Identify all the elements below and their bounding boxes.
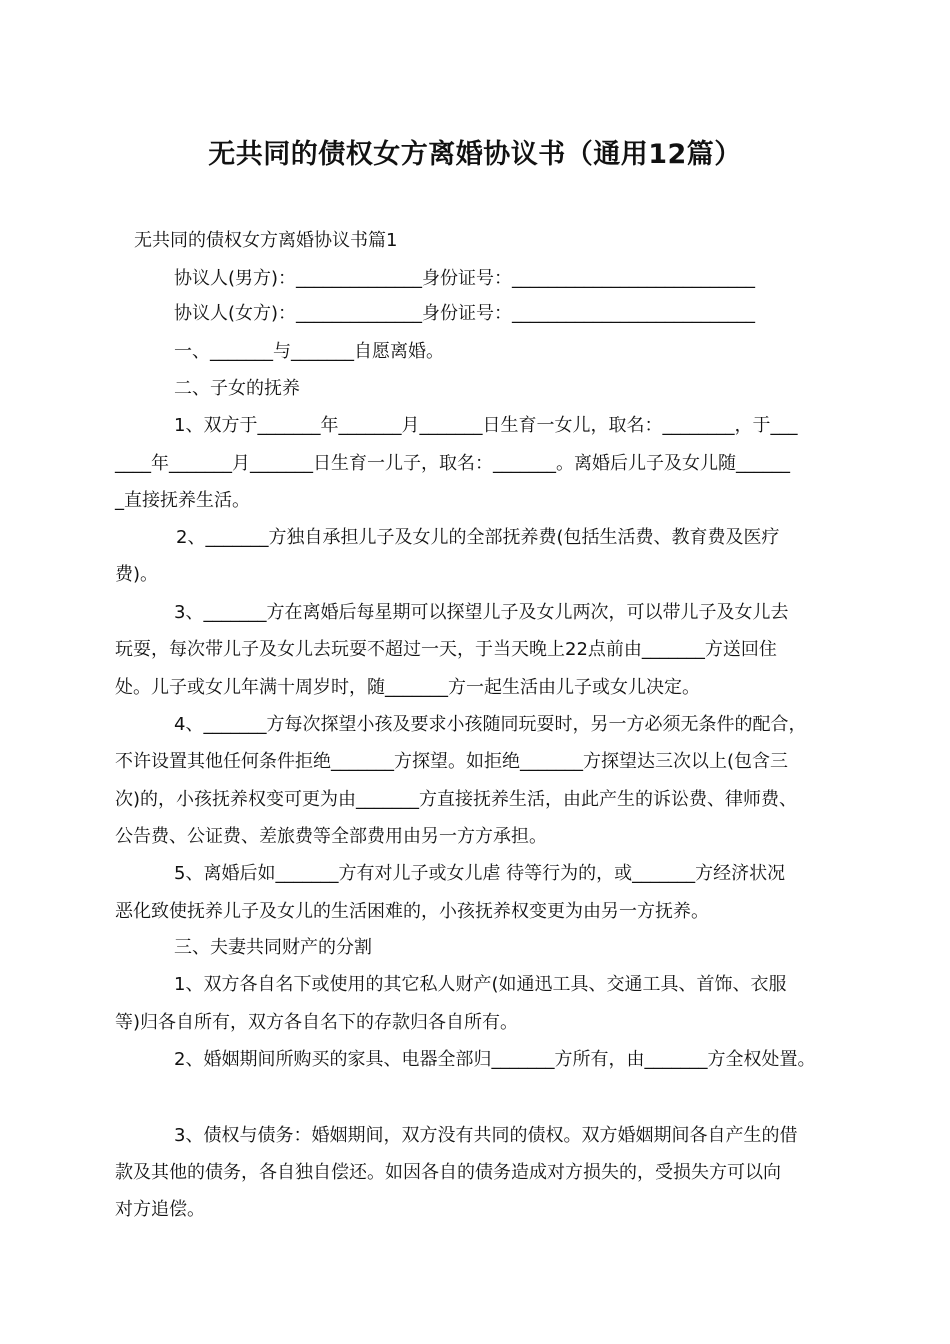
paragraph-line: 恶化致使抚养儿子及女儿的生活困难的，小孩抚养权变更为由另一方抚养。 bbox=[115, 901, 709, 922]
paragraph-line: 2、婚姻期间所购买的家具、电器全部归_______方所有，由_______方全权处置。 bbox=[174, 1049, 816, 1070]
party-male-line: 协议人(男方)：______________身份证号：___________________________ bbox=[174, 268, 756, 289]
document-title: 无共同的债权女方离婚协议书（通用12篇） bbox=[208, 139, 742, 170]
paragraph-line: 1、双方各自名下或使用的其它私人财产(如通迅工具、交通工具、首饰、衣服 bbox=[174, 974, 787, 995]
paragraph-line: 玩耍，每次带儿子及女儿去玩耍不超过一天，于当天晚上22点前由_______方送回住 bbox=[115, 639, 777, 660]
paragraph-line: 次)的，小孩抚养权变可更为由_______方直接抚养生活，由此产生的诉讼费、律师费、 bbox=[115, 789, 798, 810]
paragraph-line: 3、债权与债务：婚姻期间，双方没有共同的债权。双方婚姻期间各自产生的借 bbox=[174, 1125, 798, 1146]
paragraph-line: 4、_______方每次探望小孩及要求小孩随同玩耍时，另一方必须无条件的配合， bbox=[174, 714, 807, 735]
paragraph-line: 费)。 bbox=[115, 564, 159, 585]
section-heading: 三、夫妻共同财产的分割 bbox=[174, 937, 372, 958]
paragraph-line: 对方追偿。 bbox=[115, 1199, 205, 1220]
section-heading: 无共同的债权女方离婚协议书篇1 bbox=[134, 230, 398, 251]
paragraph-line: 公告费、公证费、差旅费等全部费用由另一方方承担。 bbox=[115, 826, 547, 847]
paragraph-line: 1、双方于_______年_______月_______日生育一女儿，取名：________，于___ bbox=[174, 415, 798, 436]
paragraph-line: ____年_______月_______日生育一儿子，取名：_______。离婚后儿子及女儿随______ bbox=[115, 453, 790, 474]
paragraph-line: _直接抚养生活。 bbox=[115, 490, 250, 511]
paragraph-line: 处。儿子或女儿年满十周岁时，随_______方一起生活由儿子或女儿决定。 bbox=[115, 677, 700, 698]
clause-heading: 二、子女的抚养 bbox=[174, 378, 300, 399]
clause-line: 一、_______与_______自愿离婚。 bbox=[174, 341, 444, 362]
paragraph-line: 不许设置其他任何条件拒绝_______方探望。如拒绝_______方探望达三次以上(包含三 bbox=[115, 751, 789, 772]
paragraph-line: 3、_______方在离婚后每星期可以探望儿子及女儿两次，可以带儿子及女儿去 bbox=[174, 602, 789, 623]
party-female-line: 协议人(女方)：______________身份证号：___________________________ bbox=[174, 303, 756, 324]
paragraph-line: 2、_______方独自承担儿子及女儿的全部抚养费(包括生活费、教育费及医疗 bbox=[176, 527, 780, 548]
paragraph-line: 5、离婚后如_______方有对儿子或女儿虐 待等行为的，或_______方经济状况 bbox=[174, 863, 786, 884]
paragraph-line: 等)归各自所有，双方各自名下的存款归各自所有。 bbox=[115, 1012, 519, 1033]
paragraph-line: 款及其他的债务，各自独自偿还。如因各自的债务造成对方损失的，受损失方可以向 bbox=[115, 1162, 781, 1183]
